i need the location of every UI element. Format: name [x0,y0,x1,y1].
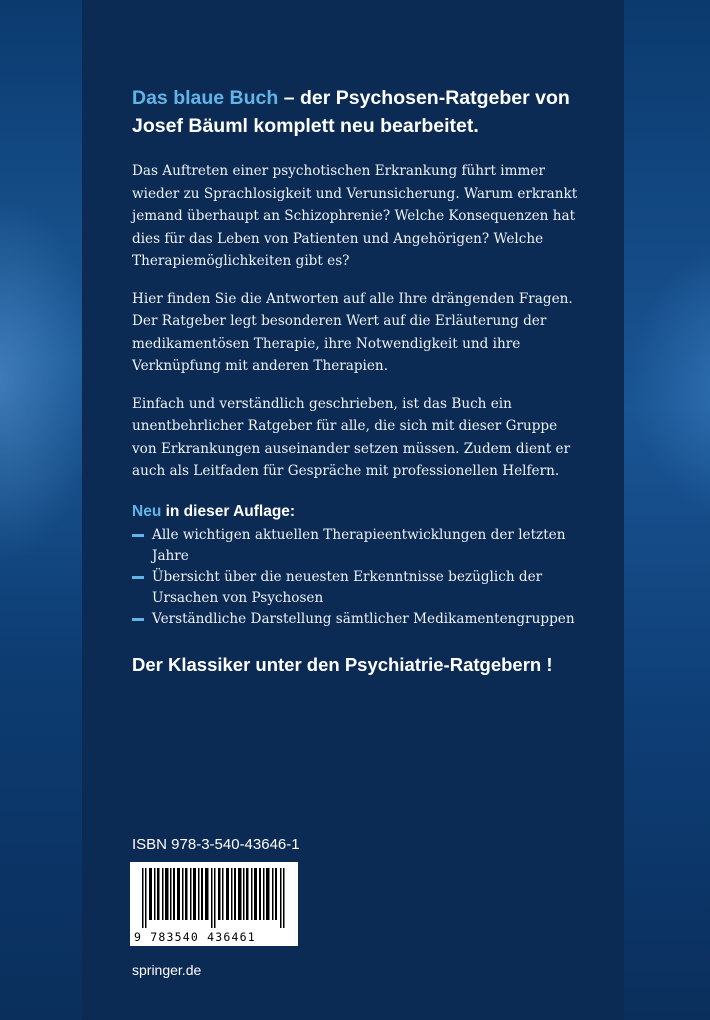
paragraph-intro: Das Auftreten einer psychotischen Erkrankung führt immer wieder zu Sprachlosigkeit und Verunsicherung. Warum erkrankt jemand überhaupt an Schizophrenie? Welche Konsequenzen hat dies für das Leben von Patienten und Angehörigen? Welche Therapiemöglichkeiten gibt es? [132,163,578,269]
paragraph-answers: Hier finden Sie die Antworten auf alle Ihre drängenden Fragen. Der Ratgeber legt besonderen Wert auf die Erläuterung der medikamentösen Therapie, ihre Notwendigkeit und ihre Verknüpfung mit anderen Therapien. [132,290,573,374]
list-item [132,525,582,567]
paragraph-summary: Einfach und verständlich geschrieben, ist das Buch ein unentbehrlicher Ratgeber für alle, die sich mit dieser Gruppe von Erkrankungen auseinander setzen müssen. Zudem dient er auch als Leitfaden für Gespräche mit professionellen Helfern. [132,395,571,479]
headline-accent: Das blaue Buch [132,87,279,109]
new-edition-accent: Neu [132,502,162,520]
list-item-text: Verständliche Darstellung sämtlicher Medikamentengruppen [152,610,575,627]
list-item-text: Übersicht über die neuesten Erkenntnisse bezüglich der Ursachen von Psychosen [152,568,543,606]
list-item [132,609,582,630]
dash-bullet-icon [132,576,144,579]
new-edition-rest: in dieser Auflage: [161,502,296,520]
left-blue-band [0,0,82,1020]
barcode-digits: 9 783540 436461 [134,930,256,944]
back-cover-text [132,84,582,678]
headline [132,84,582,140]
list-item-text: Alle wichtigen aktuellen Therapieentwicklungen der letzten Jahre [152,526,566,564]
headline-rest: – der Psychosen-Ratgeber von Josef Bäuml komplett neu bearbeitet. [132,87,570,137]
isbn-label: ISBN 978-3-540-43646-1 [132,836,300,853]
publisher-website: springer.de [132,962,202,978]
barcode [130,862,298,946]
dash-bullet-icon [132,534,144,537]
new-edition-heading [132,501,582,523]
dash-bullet-icon [132,618,144,621]
closing-tagline: Der Klassiker unter den Psychiatrie-Ratgebern ! [132,653,553,675]
right-blue-band [624,0,710,1020]
new-edition-list [132,525,582,630]
barcode-bars-icon [142,868,286,928]
list-item [132,567,582,609]
